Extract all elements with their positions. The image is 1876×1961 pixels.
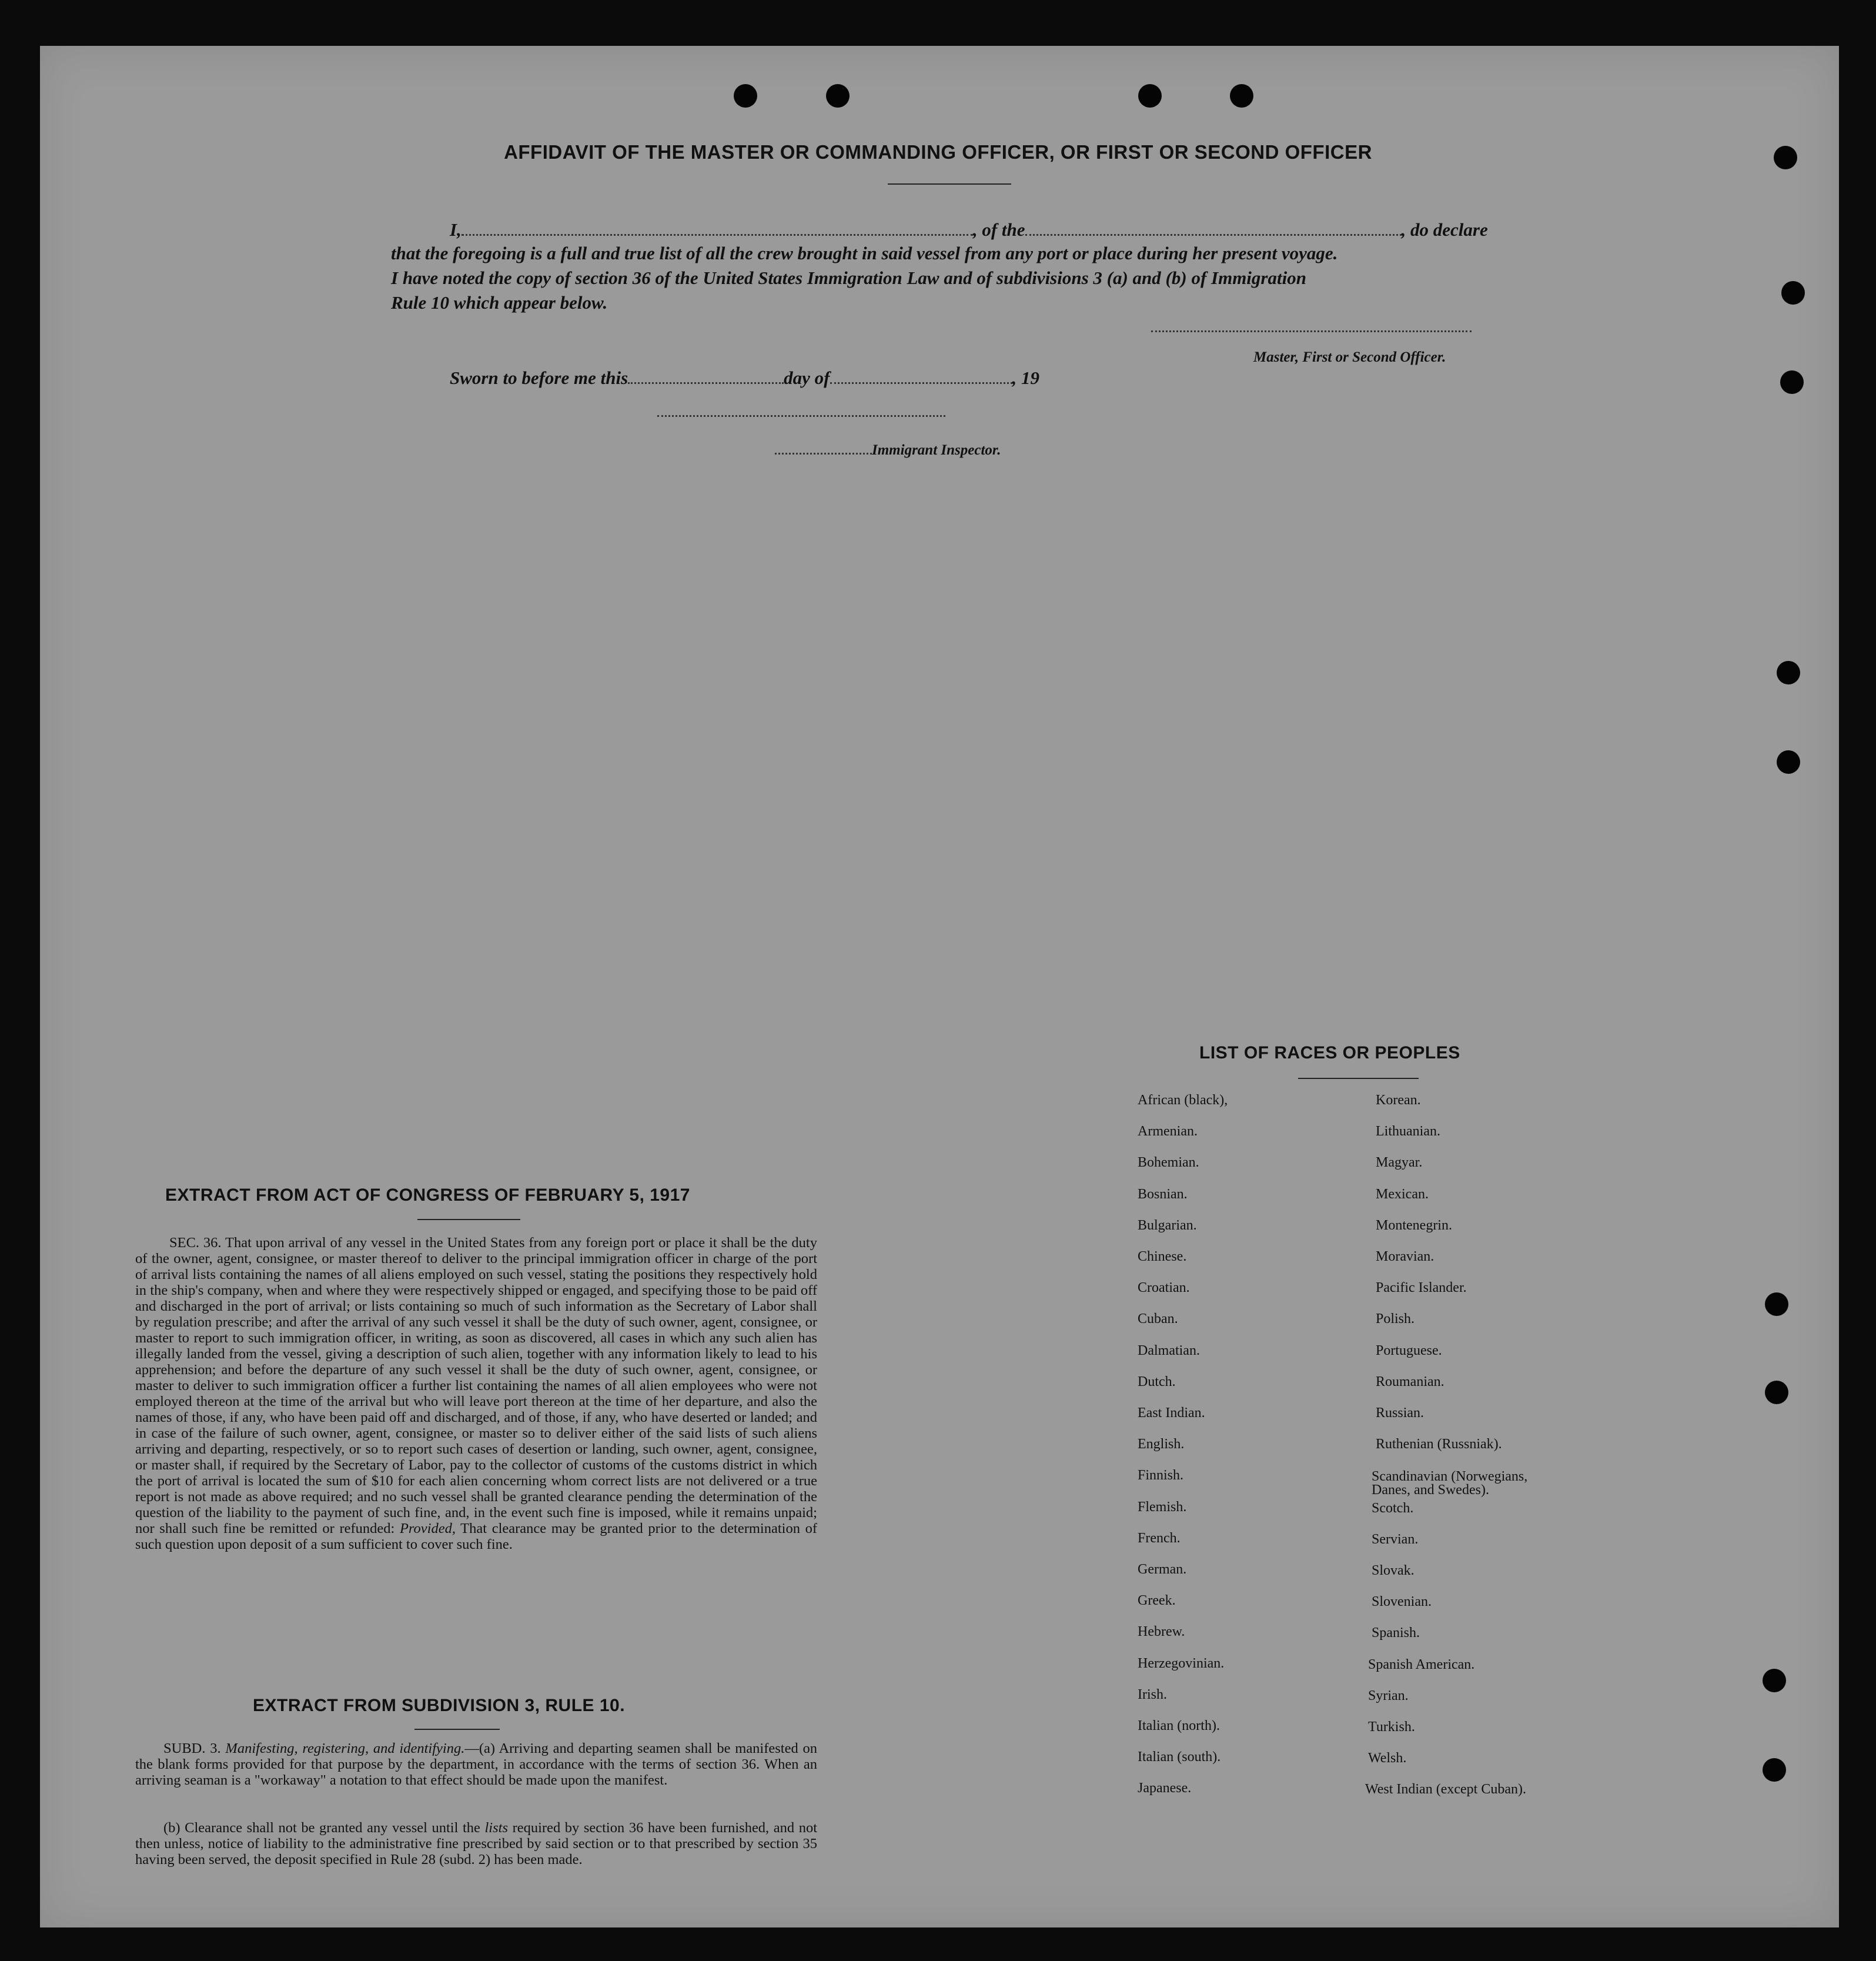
punch-hole: [1777, 661, 1800, 684]
race-item: Welsh.: [1368, 1750, 1407, 1766]
sec-body-end: That clearance may be granted prior to the determination of such question upon deposit of a sum sufficient to cover such fine.: [135, 1521, 817, 1552]
punch-hole: [1777, 750, 1800, 774]
subd-label: SUBD. 3.: [163, 1740, 221, 1756]
day-of-label: day of: [784, 368, 830, 388]
title-divider: [888, 183, 1011, 185]
punch-hole: [1765, 1292, 1788, 1316]
race-item: Scandinavian (Norwegians,: [1372, 1469, 1528, 1485]
sworn-label: Sworn to before me this: [450, 368, 628, 388]
affidavit-line-3: I have noted the copy of section 36 of the United States Immigration Law and of subdivisions 3 (a) and (b) of Immigration: [391, 268, 1306, 288]
race-item: Bosnian.: [1138, 1186, 1188, 1202]
act-extract-title: EXTRACT FROM ACT OF CONGRESS OF FEBRUARY 5, 1917: [165, 1185, 690, 1205]
punch-hole: [826, 84, 850, 108]
affidavit-declare-label: , do declare: [1401, 219, 1488, 240]
sworn-line: [450, 365, 1214, 390]
subd-a-body: —(a) Arriving and departing seamen shall be manifested on the blank forms provided for that purpose by the department, in accordance with the terms of section 36. When an arriving seaman is a "workaway" a notation to that effect should be made upon the manifest.: [135, 1740, 817, 1788]
race-item: Dutch.: [1138, 1374, 1176, 1389]
subd-heading: Manifesting, registering, and identifying.: [225, 1740, 465, 1756]
race-item: Irish.: [1138, 1686, 1167, 1702]
race-item: Korean.: [1376, 1093, 1421, 1108]
affidavit-i-label: I,: [450, 219, 462, 240]
race-item: French.: [1138, 1530, 1181, 1546]
race-item: Montenegrin.: [1376, 1217, 1452, 1233]
inspector-label: Immigrant Inspector.: [872, 442, 1001, 458]
race-item: Servian.: [1372, 1531, 1419, 1547]
race-item: Finnish.: [1138, 1468, 1184, 1484]
inspector-dots: [775, 441, 872, 455]
race-item: Portuguese.: [1376, 1342, 1442, 1358]
punch-hole: [734, 84, 757, 108]
races-divider: [1298, 1078, 1419, 1079]
affidavit-of-the-label: , of the: [972, 219, 1025, 240]
sec-body: That upon arrival of any vessel in the United States from any foreign port or place it shall be the duty of the owner, agent, consignee, or master thereof to deliver to the principal immigration officer in charge of the port of arrival lists containing the names of all aliens employed on such vessel, stating the positions they respectively hold in the ship's company, when and where they were respectively shipped or engaged, and specifying those to be paid off and discharged in the port of arrival; or lists containing so much of such information as the Secretary of Labor shall by regulation prescribe; and after the arrival of any such vessel it shall be the duty of such owner, agent, consignee, or master to report to such immigration officer, in writing, as soon as discovered, all cases in which any such alien has illegally landed from the vessel, giving a description of such alien, together with any information likely to lead to his apprehension; and before the departure of any such vessel it shall be the duty of such owner, agent, consignee, or master to deliver to such immigration officer a further list containing the names of all alien employees who were not employed thereon at the time of the arrival but who will leave port thereon at the time of her departure, and also the names of those, if any, who have been paid off and discharged, and of those, if any, who have deserted or landed; and in case of the failure of such owner, agent, consignee, or master so to deliver either of the said lists of such aliens arriving and departing, respectively, or so to report such cases of desertion or landing, such owner, agent, consignee, or master shall, if required by the Secretary of Labor, pay to the collector of customs of the customs district in which the port of arrival is located the sum of $10 for each alien concerning whom correct lists are not delivered or a true report is not made as above required; and no such vessel shall be granted clearance pending the determination of the question of the liability to the payment of such fine, and, in the event such fine is imposed, while it remains unpaid; nor shall such fine be remitted or refunded:: [135, 1235, 817, 1536]
race-item: Hebrew.: [1138, 1624, 1185, 1640]
race-item: Slovak.: [1372, 1563, 1414, 1578]
race-item: Dalmatian.: [1138, 1342, 1200, 1358]
affidavit-line-4: Rule 10 which appear below.: [391, 292, 608, 313]
affidavit-title: AFFIDAVIT OF THE MASTER OR COMMANDING OFFICER, OR FIRST OR SECOND OFFICER: [504, 141, 1372, 163]
race-item: Italian (south).: [1138, 1749, 1221, 1765]
race-item: Armenian.: [1138, 1124, 1198, 1140]
race-item: Spanish.: [1372, 1625, 1420, 1641]
race-item: Flemish.: [1138, 1499, 1187, 1515]
race-item: Bohemian.: [1138, 1155, 1199, 1171]
race-item: Ruthenian (Russniak).: [1376, 1436, 1502, 1452]
race-item: Chinese.: [1138, 1249, 1187, 1264]
race-item: Magyar.: [1376, 1155, 1423, 1171]
master-label: Master, First or Second Officer.: [1253, 349, 1446, 365]
act-section-36-text: [135, 1235, 817, 1552]
race-item: Russian.: [1376, 1405, 1424, 1421]
race-item: Polish.: [1376, 1311, 1415, 1327]
document-page: [40, 46, 1839, 1927]
race-item: English.: [1138, 1436, 1185, 1452]
punch-hole: [1765, 1381, 1788, 1404]
race-item: Cuban.: [1138, 1311, 1178, 1327]
affidavit-line-1: [450, 216, 1526, 242]
subd-b-lists: lists: [484, 1820, 508, 1836]
race-item: Lithuanian.: [1376, 1124, 1440, 1140]
year-label: , 19: [1012, 368, 1039, 388]
race-item: West Indian (except Cuban).: [1365, 1782, 1526, 1798]
sworn-day-blank[interactable]: [628, 365, 784, 384]
punch-hole: [1763, 1758, 1786, 1782]
race-item: Spanish American.: [1368, 1656, 1475, 1672]
inspector-signature-blank[interactable]: [657, 415, 945, 417]
race-item: Turkish.: [1368, 1719, 1415, 1735]
act-divider: [417, 1219, 520, 1220]
punch-hole: [1780, 370, 1804, 394]
rule-divider: [414, 1729, 500, 1730]
race-item: Bulgarian.: [1138, 1217, 1197, 1233]
subd-b-end: required by section 36 have been furnished, and not then unless, notice of liability to the administrative fine prescribed by said section or to that prescribed by section 35 having been served, the deposit specified in Rule 28 (subd. 2) has been made.: [135, 1820, 818, 1868]
race-item: Scotch.: [1372, 1500, 1414, 1516]
race-item: Italian (north).: [1138, 1718, 1220, 1733]
subd-3b-text: [135, 1820, 817, 1868]
race-item: Croatian.: [1138, 1280, 1190, 1296]
affidavit-line-2: that the foregoing is a full and true list of all the crew brought in said vessel from any port or place during her present voyage.: [391, 243, 1338, 263]
inspector-line: [775, 441, 1001, 459]
sec-label: SEC. 36.: [169, 1235, 222, 1251]
race-item-continuation: Danes, and Swedes).: [1372, 1482, 1489, 1498]
punch-hole: [1230, 84, 1253, 108]
sworn-month-blank[interactable]: [830, 365, 1012, 384]
race-item: Japanese.: [1138, 1780, 1192, 1796]
race-item: Pacific Islander.: [1376, 1280, 1467, 1296]
provided-label: Provided,: [399, 1521, 456, 1536]
vessel-blank[interactable]: [1025, 216, 1402, 236]
punch-hole: [1138, 84, 1162, 108]
race-item: Roumanian.: [1376, 1374, 1444, 1389]
subd-b-start: (b) Clearance shall not be granted any vessel until the: [163, 1820, 480, 1836]
master-signature-blank[interactable]: [1151, 330, 1472, 332]
race-item: German.: [1138, 1562, 1187, 1577]
rule-extract-title: EXTRACT FROM SUBDIVISION 3, RULE 10.: [253, 1696, 626, 1715]
race-item: Herzegovinian.: [1138, 1655, 1225, 1671]
race-item: Greek.: [1138, 1593, 1176, 1609]
races-title: LIST OF RACES OR PEOPLES: [1199, 1043, 1460, 1063]
punch-hole: [1763, 1669, 1786, 1692]
race-item: Syrian.: [1368, 1688, 1409, 1703]
subd-3a-text: [135, 1740, 817, 1788]
race-item: East Indian.: [1138, 1405, 1205, 1421]
race-item: Mexican.: [1376, 1186, 1429, 1202]
race-item: African (black),: [1138, 1093, 1228, 1108]
name-blank[interactable]: [462, 216, 973, 236]
race-item: Slovenian.: [1372, 1594, 1432, 1610]
race-item: Moravian.: [1376, 1249, 1434, 1264]
punch-hole: [1781, 281, 1805, 305]
